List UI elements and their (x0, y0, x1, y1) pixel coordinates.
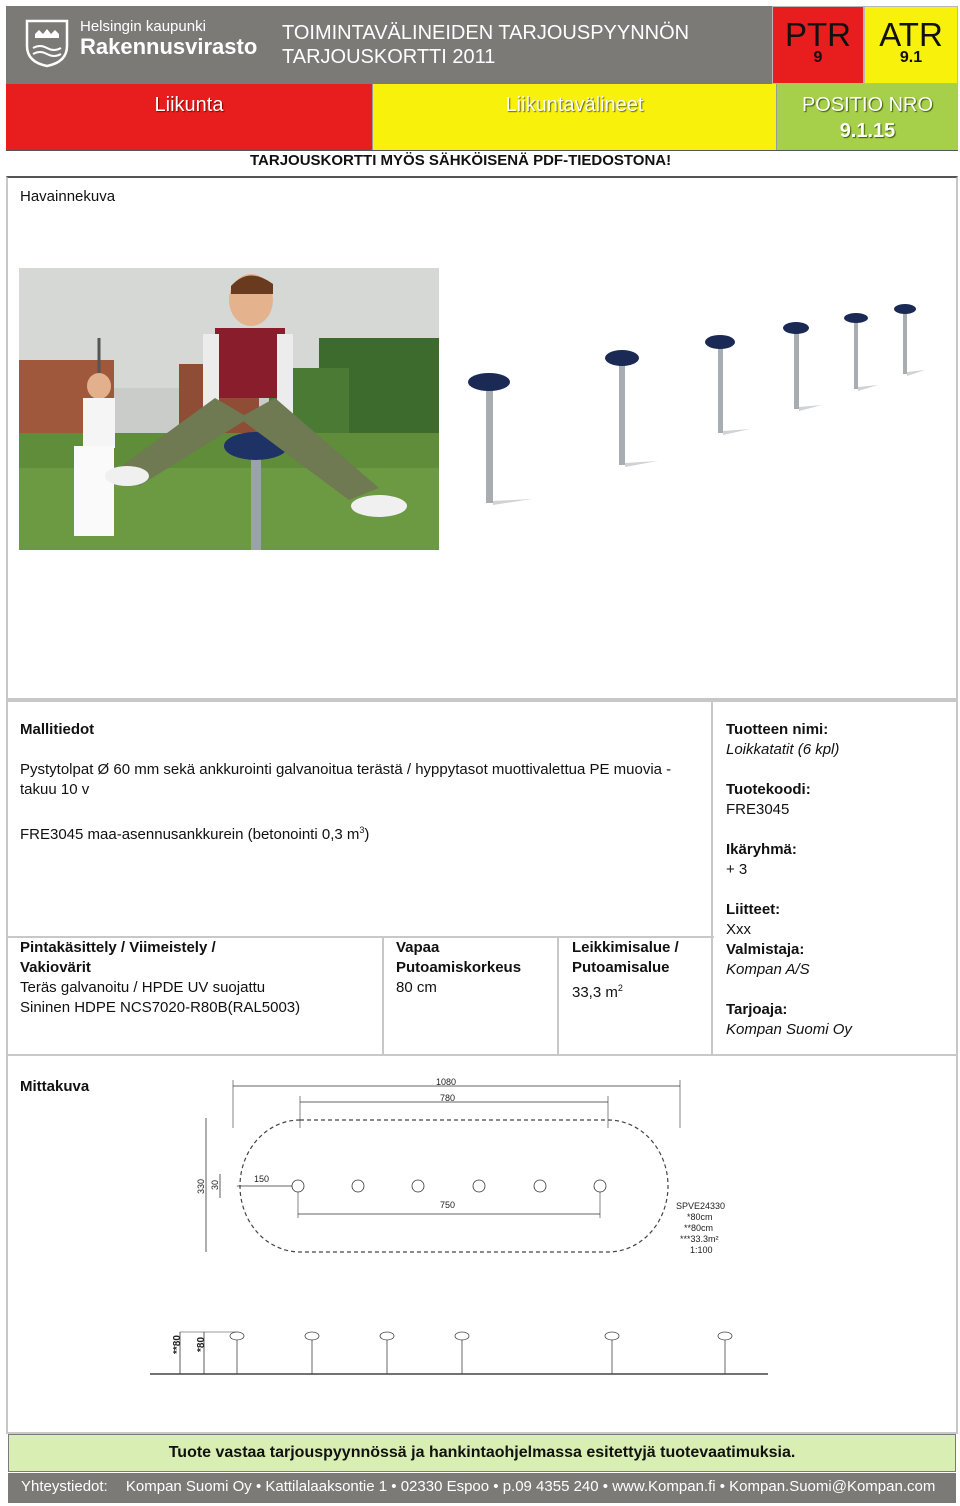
header-divider (6, 150, 958, 151)
plan-post-6 (594, 1180, 606, 1192)
drawing-code: SPVE24330 (676, 1201, 726, 1211)
product-name-value: Loikkatatit (6 kpl) (726, 741, 840, 758)
dim-1080: 1080 (436, 1077, 457, 1087)
post-6 (894, 304, 925, 376)
post-3 (705, 335, 750, 435)
fall-height-label2: Putoamiskorkeus (396, 959, 522, 976)
model-divider (711, 700, 713, 1056)
age-group-value: + 3 (726, 861, 748, 878)
title-line2: TARJOUSKORTTI 2011 (282, 46, 496, 68)
org-name-line1: Helsingin kaupunki (80, 18, 206, 35)
side-elevation-drawing (140, 1318, 780, 1382)
position-box (776, 84, 958, 150)
dim-780: 780 (440, 1093, 456, 1103)
side-dim-1: **80 (172, 1335, 183, 1354)
position-label: POSITIO NRO (801, 94, 934, 116)
title-line1: TOIMINTAVÄLINEIDEN TARJOUSPYYNNÖN (282, 22, 690, 44)
age-group-label: Ikäryhmä: (726, 841, 797, 858)
offerer-value: Kompan Suomi Oy (726, 1021, 852, 1038)
finish-label1: Pintakäsittely / Viimeistely / (20, 939, 216, 956)
manufacturer-value: Kompan A/S (726, 961, 810, 978)
finish-divider (382, 936, 384, 1056)
contact-value: Kompan Suomi Oy • Kattilalaaksontie 1 • 02330 Espoo • p.09 4355 240 • www.Kompan.fi • Kompan.Suomi@Kompan.com (125, 1478, 936, 1495)
ptr-value: 9 (813, 49, 823, 66)
compliance-statement: Tuote vastaa tarjouspyynnössä ja hankintaohjelmassa esitettyjä tuotevaatimuksia. (8, 1434, 956, 1472)
product-photo (19, 268, 439, 550)
play-area-value (572, 978, 679, 1003)
contact-bar (8, 1473, 956, 1503)
dim-750: 750 (440, 1200, 456, 1210)
attachments-label: Liitteet: (726, 901, 781, 918)
drawing-note3: ***33.3m² (680, 1234, 719, 1244)
drawing-label: Mittakuva (20, 1078, 90, 1095)
city-crest-icon (22, 18, 72, 68)
atr-value: 9.1 (899, 49, 923, 66)
play-area-value-sup: 2 (617, 983, 623, 993)
plan-post-2 (352, 1180, 364, 1192)
product-name-label: Tuotteen nimi: (726, 721, 829, 738)
dim-150: 150 (254, 1174, 270, 1184)
offerer-label: Tarjoaja: (726, 1001, 788, 1018)
model-desc2-text: FRE3045 maa-asennusankkurein (betonointi 0,3 m (20, 826, 360, 843)
product-code-label: Tuotekoodi: (726, 781, 811, 798)
drawing-note1: *80cm (687, 1212, 713, 1222)
illustration-label: Havainnekuva (20, 188, 116, 205)
play-area-label1: Leikkimisalue / (572, 939, 679, 956)
atr-box (864, 6, 958, 84)
plan-post-3 (412, 1180, 424, 1192)
pdf-notice: TARJOUSKORTTI MYÖS SÄHKÖISENÄ PDF-TIEDOSTONA! (250, 152, 672, 169)
model-desc2-end: ) (364, 826, 370, 843)
position-value: 9.1.15 (839, 120, 896, 142)
post-1 (468, 373, 532, 505)
atr-label: ATR (879, 16, 943, 53)
dim-30: 30 (210, 1179, 220, 1190)
product-info (726, 720, 852, 1040)
plan-post-5 (534, 1180, 546, 1192)
post-5 (844, 313, 878, 391)
play-area-value-text: 33,3 m (572, 984, 618, 1001)
dim-330: 330 (196, 1178, 206, 1194)
plan-drawing (180, 1068, 740, 1268)
play-area-label2: Putoamisalue (572, 959, 670, 976)
product-code-value: FRE3045 (726, 801, 790, 818)
category-main: Liikunta (6, 84, 372, 150)
finish-label2: Vakiovärit (20, 959, 91, 976)
model-heading: Mallitiedot (20, 721, 95, 738)
attachments-value: Xxx (726, 921, 752, 938)
drawing-note2: **80cm (684, 1223, 714, 1233)
drawing-scale: 1:100 (690, 1245, 713, 1255)
finish-cell (20, 938, 300, 1018)
fall-height-cell (396, 938, 521, 998)
fall-height-value: 80 cm (396, 979, 437, 996)
category-sub: Liikuntavälineet (372, 84, 776, 150)
product-render (460, 295, 940, 525)
model-desc2 (20, 820, 369, 845)
finish-value2: Sininen HDPE NCS7020-R80B(RAL5003) (20, 999, 301, 1016)
plan-post-4 (473, 1180, 485, 1192)
document-title (272, 6, 772, 84)
manufacturer-label: Valmistaja: (726, 941, 805, 958)
plan-post-1 (292, 1180, 304, 1192)
post-4 (783, 322, 822, 411)
ptr-box (772, 6, 864, 84)
org-name-line2: Rakennusvirasto (80, 34, 258, 59)
ptr-label: PTR (785, 16, 851, 53)
model-desc2-sup: 3 (359, 825, 365, 835)
contact-label: Yhteystiedot: (21, 1478, 108, 1495)
post-2 (605, 350, 658, 467)
play-area-cell (572, 938, 679, 1003)
fall-height-label1: Vapaa (396, 939, 440, 956)
finish-value1: Teräs galvanoitu / HPDE UV suojattu (20, 979, 266, 996)
model-desc1: Pystytolpat Ø 60 mm sekä ankkurointi galvanoitua terästä / hyppytasot muottivalettua PE muovia - takuu 10 v (20, 761, 672, 798)
height-divider (557, 936, 559, 1056)
side-dim-2: *80 (196, 1336, 207, 1352)
